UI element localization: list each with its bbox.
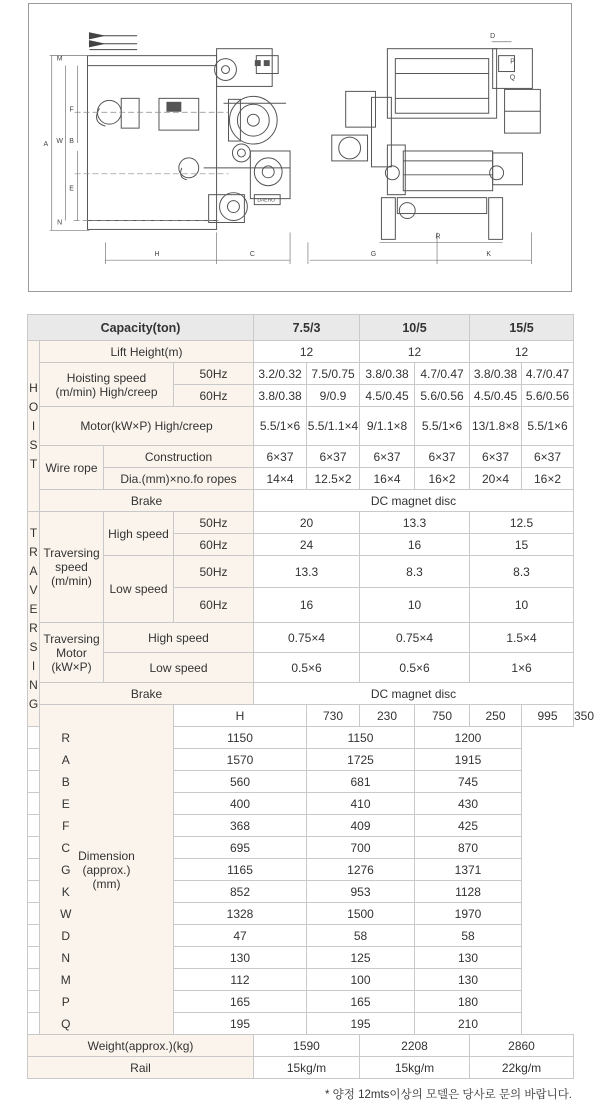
trav-motor-low-1: 0.5×6 — [254, 653, 360, 683]
trav-low-speed-label: Low speed — [104, 556, 174, 623]
trav-high-50hz-label: 50Hz — [174, 512, 254, 534]
dim-label-w: W — [56, 138, 63, 146]
trav-brake-value: DC magnet disc — [254, 683, 574, 705]
trav-motor-high-label: High speed — [104, 623, 254, 653]
dim-label-c: C — [249, 251, 255, 259]
trav-high60-3: 15 — [470, 534, 574, 556]
dim-d-1: 47 — [174, 925, 307, 947]
dim-d-2: 58 — [307, 925, 415, 947]
lift-height-1: 12 — [254, 341, 360, 363]
dim-a-1: 1570 — [174, 749, 307, 771]
dim-c-3: 870 — [415, 837, 522, 859]
motor-label: Motor(kW×P) High/creep — [40, 407, 254, 446]
dim-h-1: 730 — [307, 705, 360, 727]
dim-b-2: 681 — [307, 771, 415, 793]
dim-q-2: 195 — [307, 1013, 415, 1035]
dim-k-1: 852 — [174, 881, 307, 903]
dim-m-label: M — [28, 969, 104, 991]
dim-n-label: N — [28, 947, 104, 969]
motor-4: 5.5/1×6 — [415, 407, 470, 446]
motor-3: 9/1.1×8 — [360, 407, 415, 446]
dim-e-label: E — [28, 793, 104, 815]
dim-m-2: 100 — [307, 969, 415, 991]
dim-r-3: 1200 — [415, 727, 522, 749]
dim-h-4: 250 — [470, 705, 522, 727]
trav-low-50-row — [28, 556, 574, 588]
capacity-label: Capacity(ton) — [28, 315, 254, 341]
dia-4: 16×2 — [415, 468, 470, 490]
dim-f-2: 409 — [307, 815, 415, 837]
hoisting-50-3: 3.8/0.38 — [360, 363, 415, 385]
dim-q-1: 195 — [174, 1013, 307, 1035]
dim-f-label: F — [28, 815, 104, 837]
construction-2: 6×37 — [307, 446, 360, 468]
dim-label-h: H — [154, 251, 160, 259]
dim-r-2: 1150 — [307, 727, 415, 749]
dim-c-label: C — [28, 837, 104, 859]
rail-label: Rail — [28, 1057, 254, 1079]
trav-motor-high-1: 0.75×4 — [254, 623, 360, 653]
trav-motor-low-3: 1×6 — [470, 653, 574, 683]
dim-b-1: 560 — [174, 771, 307, 793]
trav-high-50-row — [28, 512, 574, 534]
construction-1: 6×37 — [254, 446, 307, 468]
dim-g-1: 1165 — [174, 859, 307, 881]
traversing-motor-label: Traversing Motor (kW×P) — [40, 623, 104, 683]
dim-n-1: 130 — [174, 947, 307, 969]
dim-label-d: D — [490, 32, 496, 40]
trav-high-60hz-label: 60Hz — [174, 534, 254, 556]
construction-6: 6×37 — [522, 446, 574, 468]
hoisting-50-2: 7.5/0.75 — [307, 363, 360, 385]
dia-2: 12.5×2 — [307, 468, 360, 490]
dim-h-row: Dimension (approx.) (mm) H 730 230 750 250 995 350 — [28, 705, 574, 727]
dim-w-1: 1328 — [174, 903, 307, 925]
dim-d-3: 58 — [415, 925, 522, 947]
hoisting-60hz-label: 60Hz — [174, 385, 254, 407]
dim-r-label: R — [28, 727, 104, 749]
rail-row — [28, 1057, 574, 1079]
dim-label-n: N — [57, 219, 63, 227]
hoist-brake-label: Brake — [40, 490, 254, 512]
dim-w-2: 1500 — [307, 903, 415, 925]
hoisting-60-2: 9/0.9 — [307, 385, 360, 407]
hoisting-50hz-label: 50Hz — [174, 363, 254, 385]
dim-label-m: M — [56, 55, 63, 63]
dim-p-label: P — [28, 991, 104, 1013]
dim-k-3: 1128 — [415, 881, 522, 903]
motor-1: 5.5/1×6 — [254, 407, 307, 446]
dim-c-1: 695 — [174, 837, 307, 859]
capacity-2: 10/5 — [360, 315, 470, 341]
dim-r-1: 1150 — [174, 727, 307, 749]
trav-low-60hz-label: 60Hz — [174, 588, 254, 623]
dimension-label: Dimension (approx.) (mm) — [40, 705, 174, 1035]
wire-rope-dia-row — [28, 468, 574, 490]
dim-k-label: K — [28, 881, 104, 903]
dim-w-3: 1970 — [415, 903, 522, 925]
dim-a-3: 1915 — [415, 749, 522, 771]
hoist-technical-drawing — [28, 3, 572, 292]
trav-high-speed-label: High speed — [104, 512, 174, 556]
weight-label: Weight(approx.)(kg) — [28, 1035, 254, 1057]
hoisting-60-4: 5.6/0.56 — [415, 385, 470, 407]
trav-high60-2: 16 — [360, 534, 470, 556]
rail-1: 15kg/m — [254, 1057, 360, 1079]
construction-3: 6×37 — [360, 446, 415, 468]
dim-e-3: 430 — [415, 793, 522, 815]
lift-height-3: 12 — [470, 341, 574, 363]
dim-p-3: 180 — [415, 991, 522, 1013]
hoisting-50-4: 4.7/0.47 — [415, 363, 470, 385]
dim-g-label: G — [28, 859, 104, 881]
dim-p-2: 165 — [307, 991, 415, 1013]
lift-height-2: 12 — [360, 341, 470, 363]
trav-low60-1: 16 — [254, 588, 360, 623]
dim-w-label: W — [28, 903, 104, 925]
dim-m-3: 130 — [415, 969, 522, 991]
weight-3: 2860 — [470, 1035, 574, 1057]
construction-5: 6×37 — [470, 446, 522, 468]
trav-brake-label: Brake — [40, 683, 254, 705]
dim-b-label: B — [28, 771, 104, 793]
dim-e-1: 400 — [174, 793, 307, 815]
trav-high50-1: 20 — [254, 512, 360, 534]
dim-h-5: 995 — [522, 705, 574, 727]
dia-3: 16×4 — [360, 468, 415, 490]
dim-a-label: A — [28, 749, 104, 771]
wire-rope-label: Wire rope — [40, 446, 104, 490]
weight-1: 1590 — [254, 1035, 360, 1057]
dim-c-2: 700 — [307, 837, 415, 859]
hoisting-speed-label: Hoisting speed (m/min) High/creep — [40, 363, 174, 407]
dim-f-1: 368 — [174, 815, 307, 837]
wire-rope-construction-row — [28, 446, 574, 468]
construction-4: 6×37 — [415, 446, 470, 468]
dim-n-3: 130 — [415, 947, 522, 969]
trav-motor-low-row — [28, 653, 574, 683]
dim-m-1: 112 — [174, 969, 307, 991]
trav-low50-3: 8.3 — [470, 556, 574, 588]
trav-low60-2: 10 — [360, 588, 470, 623]
trav-high60-1: 24 — [254, 534, 360, 556]
trav-motor-high-2: 0.75×4 — [360, 623, 470, 653]
dim-h-2: 230 — [360, 705, 415, 727]
dim-p-1: 165 — [174, 991, 307, 1013]
traversing-speed-label: Traversing speed (m/min) — [40, 512, 104, 623]
dim-g-3: 1371 — [415, 859, 522, 881]
trav-low50-2: 8.3 — [360, 556, 470, 588]
spec-table — [27, 314, 595, 1079]
lift-height-label: Lift Height(m) — [40, 341, 254, 363]
dim-d-label: D — [28, 925, 104, 947]
dim-k-2: 953 — [307, 881, 415, 903]
dim-h-label: H — [174, 705, 307, 727]
footnote: * 양정 12mts이상의 모델은 당사로 문의 바랍니다. — [324, 1089, 572, 1101]
trav-low50-1: 13.3 — [254, 556, 360, 588]
drawing-plate-text: DAEHO — [257, 198, 276, 204]
motor-5: 13/1.8×8 — [470, 407, 522, 446]
dim-q-3: 210 — [415, 1013, 522, 1035]
weight-2: 2208 — [360, 1035, 470, 1057]
trav-motor-low-2: 0.5×6 — [360, 653, 470, 683]
hoist-brake-row — [28, 490, 574, 512]
dim-label-a: A — [43, 141, 49, 149]
dia-5: 20×4 — [470, 468, 522, 490]
weight-row — [28, 1035, 574, 1057]
dim-f-3: 425 — [415, 815, 522, 837]
dim-label-k: K — [486, 251, 492, 259]
dim-label-g: G — [370, 251, 377, 259]
dia-label: Dia.(mm)×no.fo ropes — [104, 468, 254, 490]
dim-label-f: F — [69, 106, 74, 114]
dim-n-2: 125 — [307, 947, 415, 969]
hoisting-60-5: 4.5/0.45 — [470, 385, 522, 407]
capacity-row — [28, 315, 574, 341]
hoisting-60-6: 5.6/0.56 — [522, 385, 574, 407]
hoisting-speed-50hz-row — [28, 363, 574, 385]
capacity-3: 15/5 — [470, 315, 574, 341]
hoist-brake-value: DC magnet disc — [254, 490, 574, 512]
dim-q-label: Q — [28, 1013, 104, 1035]
dim-label-q: Q — [509, 74, 516, 82]
trav-motor-low-label: Low speed — [104, 653, 254, 683]
dim-a-2: 1725 — [307, 749, 415, 771]
dim-label-r: R — [435, 233, 441, 241]
hoisting-50-6: 4.7/0.47 — [522, 363, 574, 385]
hoisting-60-3: 4.5/0.45 — [360, 385, 415, 407]
dim-e-2: 410 — [307, 793, 415, 815]
dim-b-3: 745 — [415, 771, 522, 793]
hoist-drawing-svg — [29, 4, 571, 291]
dim-h-3: 750 — [415, 705, 470, 727]
hoisting-50-1: 3.2/0.32 — [254, 363, 307, 385]
hoisting-60-1: 3.8/0.38 — [254, 385, 307, 407]
rail-2: 15kg/m — [360, 1057, 470, 1079]
hoisting-50-5: 3.8/0.38 — [470, 363, 522, 385]
lift-height-row — [28, 341, 574, 363]
capacity-1: 7.5/3 — [254, 315, 360, 341]
motor-6: 5.5/1×6 — [522, 407, 574, 446]
trav-low60-3: 10 — [470, 588, 574, 623]
dia-6: 16×2 — [522, 468, 574, 490]
dim-label-b: B — [69, 138, 74, 146]
trav-low-50hz-label: 50Hz — [174, 556, 254, 588]
rail-3: 22kg/m — [470, 1057, 574, 1079]
traversing-section-label: T R A V E R S I N G — [28, 512, 40, 727]
motor-row — [28, 407, 574, 446]
dia-1: 14×4 — [254, 468, 307, 490]
motor-2: 5.5/1.1×4 — [307, 407, 360, 446]
trav-motor-high-3: 1.5×4 — [470, 623, 574, 653]
trav-motor-high-row — [28, 623, 574, 653]
construction-label: Construction — [104, 446, 254, 468]
trav-high50-3: 12.5 — [470, 512, 574, 534]
dim-label-e: E — [69, 185, 74, 193]
dim-label-p: P — [510, 58, 515, 66]
hoist-section-label: H O I S T — [28, 341, 40, 512]
dim-g-2: 1276 — [307, 859, 415, 881]
trav-brake-row — [28, 683, 574, 705]
trav-high50-2: 13.3 — [360, 512, 470, 534]
